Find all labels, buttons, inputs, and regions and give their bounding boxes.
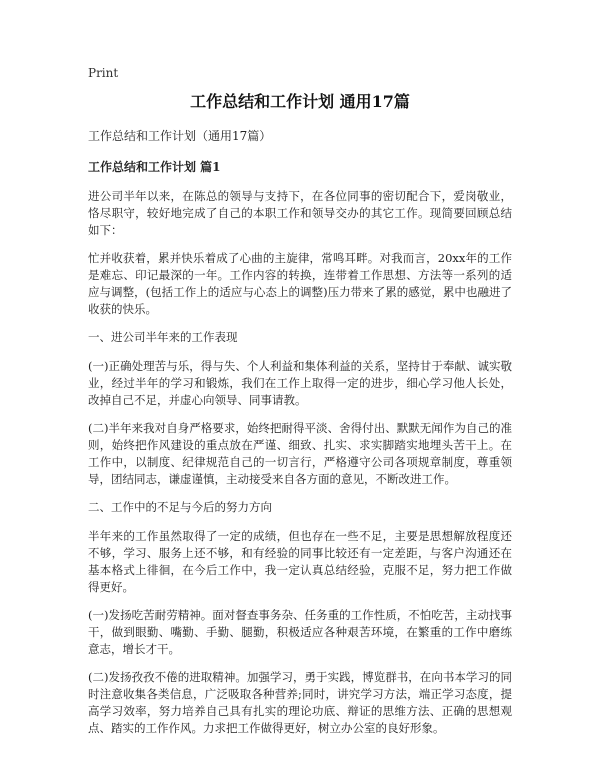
- print-label[interactable]: Print: [88, 66, 119, 80]
- paragraph-performance-2: (二)半年来我对自身严格要求，始终把耐得平淡、舍得付出、默默无闻作为自己的准则，始终把作风建设的重点放在严谨、细致、扎实、求实脚踏实地埋头苦干上。在工作中，以制度、纪律规范自己的一切言行，严格遵守公司各项规章制度，尊重领导，团结同志，谦虚谨慎，主动接受来自各方面的意见，不断改进工作。: [88, 421, 512, 486]
- paragraph-performance-1: (一)正确处理苦与乐，得与失、个人利益和集体利益的关系，坚持甘于奉献、诚实敬业，经过半年的学习和锻炼，我们在工作上取得一定的进步，细心学习他人长处，改掉自己不足，并虚心向领导、同事请教。: [88, 359, 512, 407]
- subheading-performance: 一、进公司半年来的工作表现: [88, 330, 238, 344]
- paragraph-direction-2: (二)发扬孜孜不倦的进取精神。加强学习，勇于实践，博览群书，在向书本学习的同时注意收集各类信息，广泛吸取各种营养;同时，讲究学习方法，端正学习态度，提高学习效率，努力培养自己具有扎实的理论功底、辩证的思维方法、正确的思想观点、踏实的工作作风。力求把工作做得更好，树立办公室的良好形象。: [88, 670, 512, 735]
- paragraph-direction-1: (一)发扬吃苦耐劳精神。面对督查事务杂、任务重的工作性质，不怕吃苦，主动找事干，做到眼勤、嘴勤、手勤、腿勤，积极适应各种艰苦环境，在繁重的工作中磨练意志，增长才干。: [88, 608, 512, 656]
- paragraph-intro: 进公司半年以来，在陈总的领导与支持下，在各位同事的密切配合下，爱岗敬业，恪尽职守，较好地完成了自己的本职工作和领导交办的其它工作。现简要回顾总结如下：: [88, 189, 512, 237]
- document-body: [88, 188, 512, 737]
- subheading-shortcomings: 二、工作中的不足与今后的努力方向: [88, 500, 272, 514]
- document-subtitle: 工作总结和工作计划（通用17篇）: [88, 129, 272, 143]
- paragraph-summary: 忙并收获着，累并快乐着成了心曲的主旋律，常鸣耳畔。对我而言，20xx年的工作是难忘、印记最深的一年。工作内容的转换，连带着工作思想、方法等一系列的适应与调整，(包括工作上的适应与心态上的调整)压力带来了累的感觉，累中也融进了收获的快乐。: [88, 251, 512, 316]
- section-heading: 工作总结和工作计划 篇1: [88, 160, 221, 174]
- paragraph-shortcomings: 半年来的工作虽然取得了一定的成绩，但也存在一些不足，主要是思想解放程度还不够，学习、服务上还不够，和有经验的同事比较还有一定差距，与客户沟通还在基本格式上徘徊，在今后工作中，我一定认真总结经验，克服不足，努力把工作做得更好。: [88, 529, 512, 594]
- document-title: 工作总结和工作计划 通用17篇: [190, 92, 410, 111]
